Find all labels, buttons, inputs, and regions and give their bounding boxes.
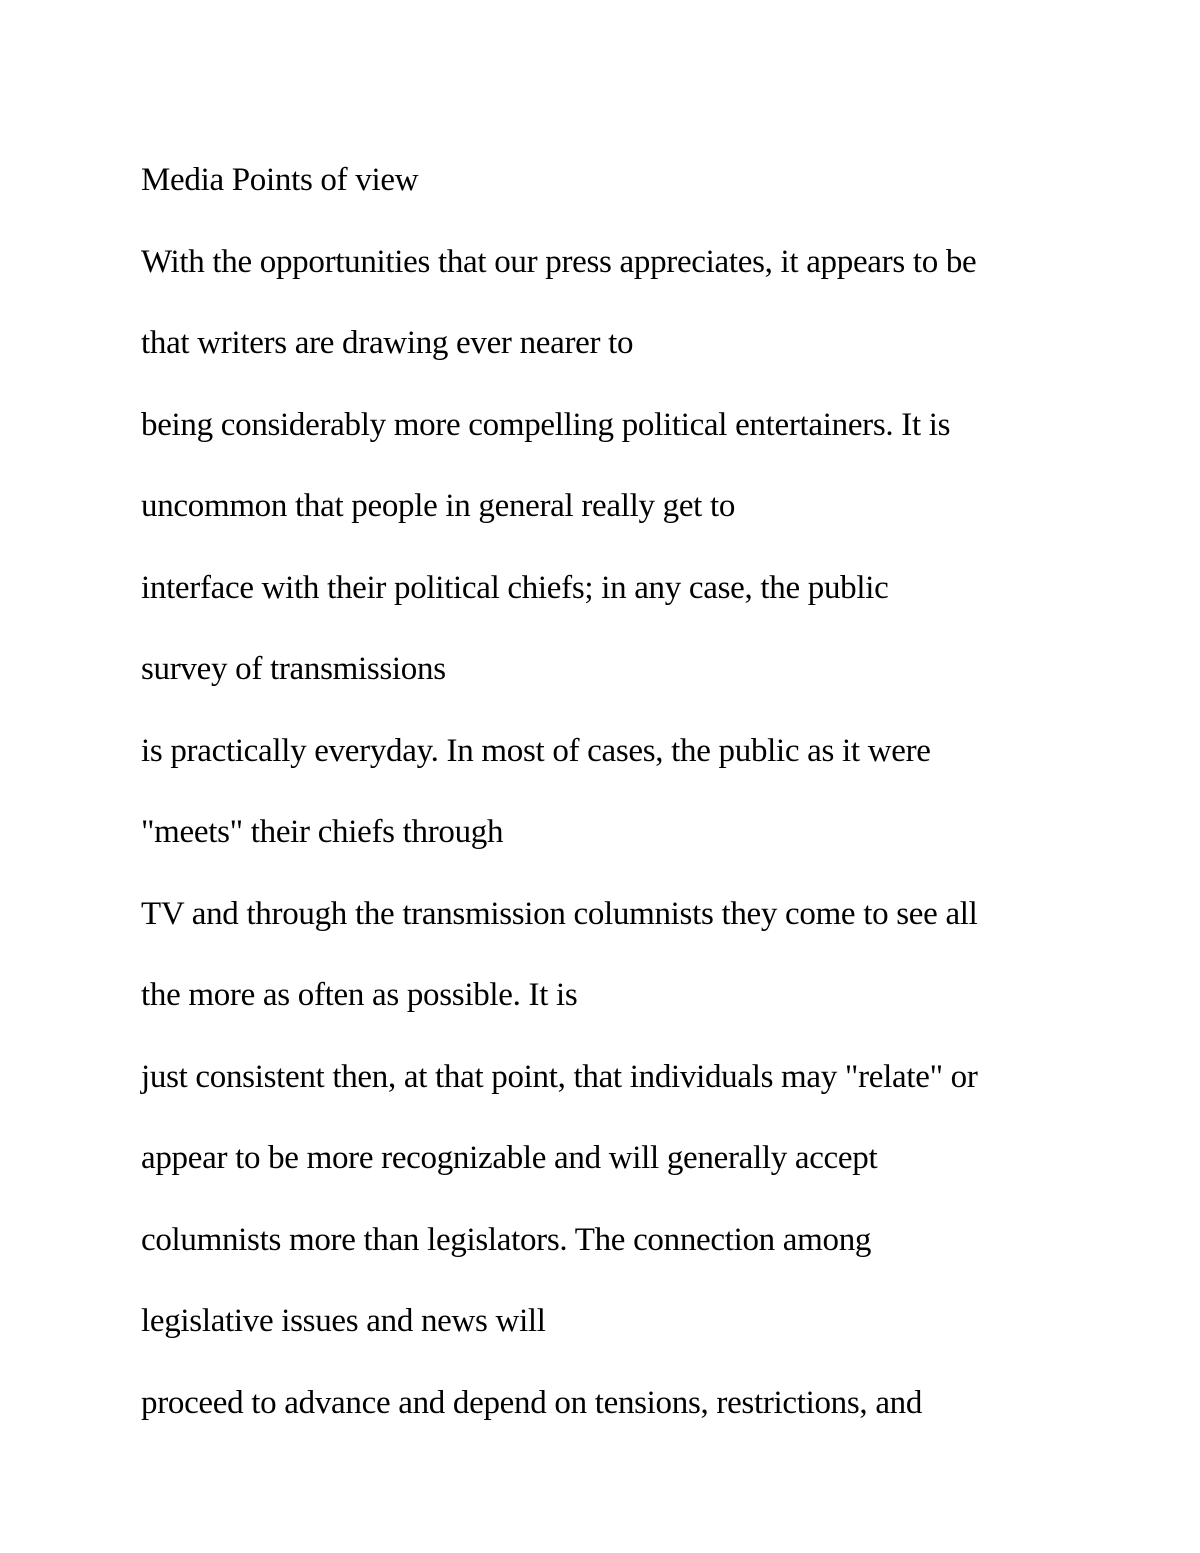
body-line: TV and through the transmission columnists they come to see all: [141, 895, 978, 932]
body-line: proceed to advance and depend on tensions, restrictions, and: [141, 1384, 923, 1421]
body-line: columnists more than legislators. The connection among: [141, 1221, 872, 1258]
body-line: the more as often as possible. It is: [141, 977, 578, 1013]
body-line: is practically everyday. In most of cases, the public as it were: [141, 732, 931, 769]
body-line: appear to be more recognizable and will generally accept: [141, 1140, 878, 1176]
body-line: With the opportunities that our press appreciates, it appears to be: [141, 243, 977, 280]
document-title: Media Points of view: [141, 162, 419, 198]
body-line: "meets" their chiefs through: [141, 814, 504, 850]
document-body: [141, 140, 1081, 1444]
body-line: uncommon that people in general really get to: [141, 488, 736, 524]
body-line: that writers are drawing ever nearer to: [141, 325, 634, 361]
body-line: survey of transmissions: [141, 651, 446, 687]
body-line: legislative issues and news will: [141, 1303, 546, 1339]
body-line: just consistent then, at that point, that individuals may "relate" or: [141, 1058, 978, 1095]
body-line: being considerably more compelling political entertainers. It is: [141, 406, 951, 443]
body-line: interface with their political chiefs; in any case, the public: [141, 569, 889, 606]
